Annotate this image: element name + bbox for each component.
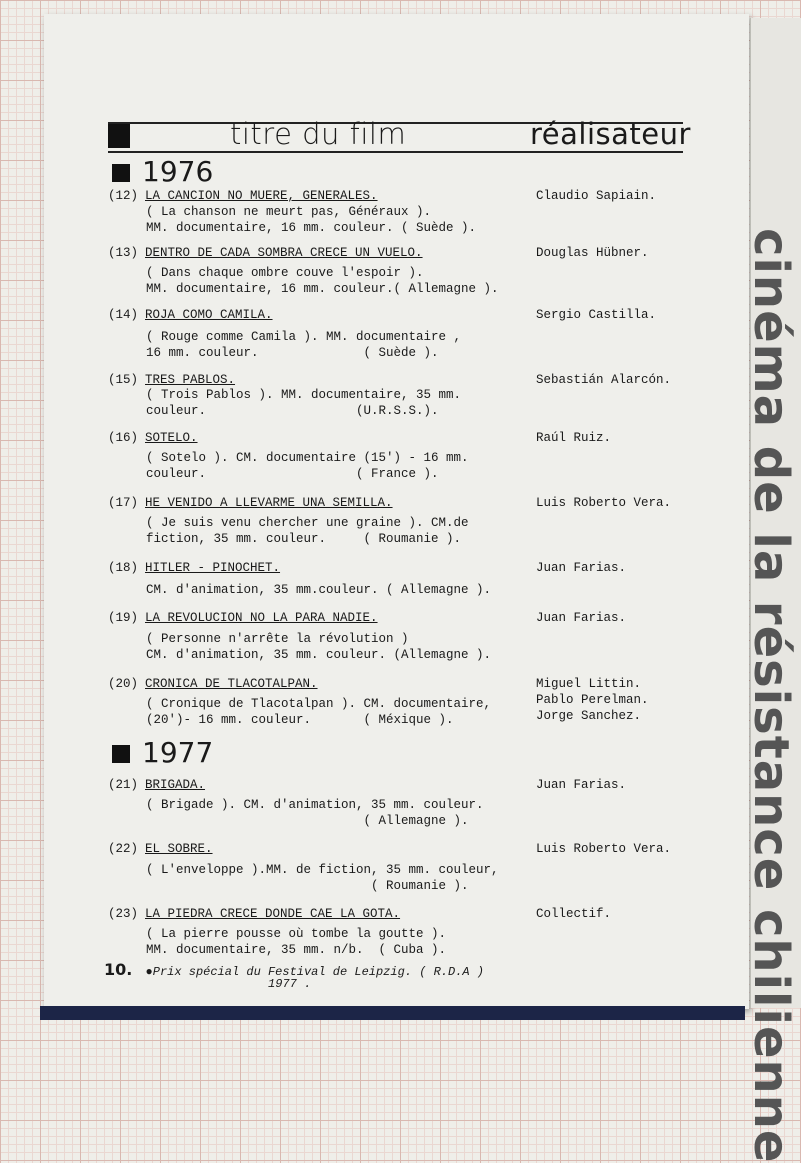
page-number: 10. [104, 960, 133, 979]
header-rule-bottom [108, 151, 683, 153]
entry-number: (22) [108, 842, 139, 856]
film-director: Juan Farias. [536, 611, 627, 625]
square-bullet-icon [112, 745, 130, 763]
entry-number: (18) [108, 561, 139, 575]
film-description: ( L'enveloppe ).MM. de fiction, 35 mm. couleur, ( Roumanie ). [146, 863, 499, 893]
film-description: ( Trois Pablos ). MM. documentaire, 35 mm. couleur. (U.R.S.S.). [146, 388, 462, 418]
footnote-year: 1977 . [268, 977, 312, 991]
film-description: ( Brigade ). CM. d'animation, 35 mm. couleur. ( Allemagne ). [146, 798, 484, 828]
film-director: Juan Farias. [536, 778, 627, 792]
entry-number: (13) [108, 246, 139, 260]
film-title: DENTRO DE CADA SOMBRA CRECE UN VUELO. [145, 246, 423, 260]
footnote: ●Prix spécial du Festival de Leipzig. ( R.D.A ) [145, 965, 485, 979]
year-heading-1977: 1977 [112, 736, 213, 769]
film-title: HE VENIDO A LLEVARME UNA SEMILLA. [145, 496, 393, 510]
year-heading-1976: 1976 [112, 155, 213, 188]
film-description: ( La chanson ne meurt pas, Généraux ). MM. documentaire, 16 mm. couleur. ( Suède ). [146, 205, 477, 235]
film-description: ( Dans chaque ombre couve l'espoir ). MM. documentaire, 16 mm. couleur.( Allemagne ). [146, 266, 499, 296]
film-title: TRES PABLOS. [145, 373, 236, 387]
film-director: Miguel Littin. Pablo Perelman. Jorge Sanchez. [536, 677, 649, 723]
adjacent-page-text: cinéma de la résistance chilienne [743, 228, 799, 1163]
film-title: SOTELO. [145, 431, 198, 445]
entry-number: (23) [108, 907, 139, 921]
film-description: ( Rouge comme Camila ). MM. documentaire , 16 mm. couleur. ( Suède ). [146, 330, 462, 360]
entry-number: (12) [108, 189, 139, 203]
header-square-icon [108, 124, 130, 148]
square-bullet-icon [112, 164, 130, 182]
page-shadow-edge [40, 1006, 745, 1020]
film-description: ( Cronique de Tlacotalpan ). CM. documentaire, (20')- 16 mm. couleur. ( Méxique ). [146, 697, 492, 727]
film-description: ( La pierre pousse où tombe la goutte ). MM. documentaire, 35 mm. n/b. ( Cuba ). [146, 927, 447, 957]
film-director: Collectif. [536, 907, 612, 921]
film-director: Sebastián Alarcón. [536, 373, 672, 387]
film-title: LA CANCION NO MUERE, GENERALES. [145, 189, 378, 203]
film-description: ( Je suis venu chercher une graine ). CM.de fiction, 35 mm. couleur. ( Roumanie ). [146, 516, 469, 546]
film-description: ( Sotelo ). CM. documentaire (15') - 16 mm. couleur. ( France ). [146, 451, 469, 481]
film-title: CRONICA DE TLACOTALPAN. [145, 677, 318, 691]
adjacent-page [743, 18, 801, 1163]
film-director: Juan Farias. [536, 561, 627, 575]
entry-number: (20) [108, 677, 139, 691]
film-director: Douglas Hübner. [536, 246, 649, 260]
entry-number: (19) [108, 611, 139, 625]
film-director: Luis Roberto Vera. [536, 496, 672, 510]
film-title: LA REVOLUCION NO LA PARA NADIE. [145, 611, 378, 625]
film-title: EL SOBRE. [145, 842, 213, 856]
film-title: LA PIEDRA CRECE DONDE CAE LA GOTA. [145, 907, 401, 921]
entry-number: (17) [108, 496, 139, 510]
film-director: Sergio Castilla. [536, 308, 657, 322]
column-header-director: réalisateur [530, 117, 691, 151]
film-director: Raúl Ruiz. [536, 431, 612, 445]
film-title: BRIGADA. [145, 778, 206, 792]
film-description: CM. d'animation, 35 mm.couleur. ( Allemagne ). [146, 583, 492, 597]
film-description: ( Personne n'arrête la révolution ) CM. d'animation, 35 mm. couleur. (Allemagne ). [146, 632, 492, 662]
entry-number: (15) [108, 373, 139, 387]
film-title: ROJA COMO CAMILA. [145, 308, 273, 322]
film-director: Claudio Sapiain. [536, 189, 657, 203]
column-header-title: titre du film [230, 117, 407, 151]
entry-number: (14) [108, 308, 139, 322]
film-title: HITLER - PINOCHET. [145, 561, 281, 575]
film-director: Luis Roberto Vera. [536, 842, 672, 856]
entry-number: (16) [108, 431, 139, 445]
entry-number: (21) [108, 778, 139, 792]
